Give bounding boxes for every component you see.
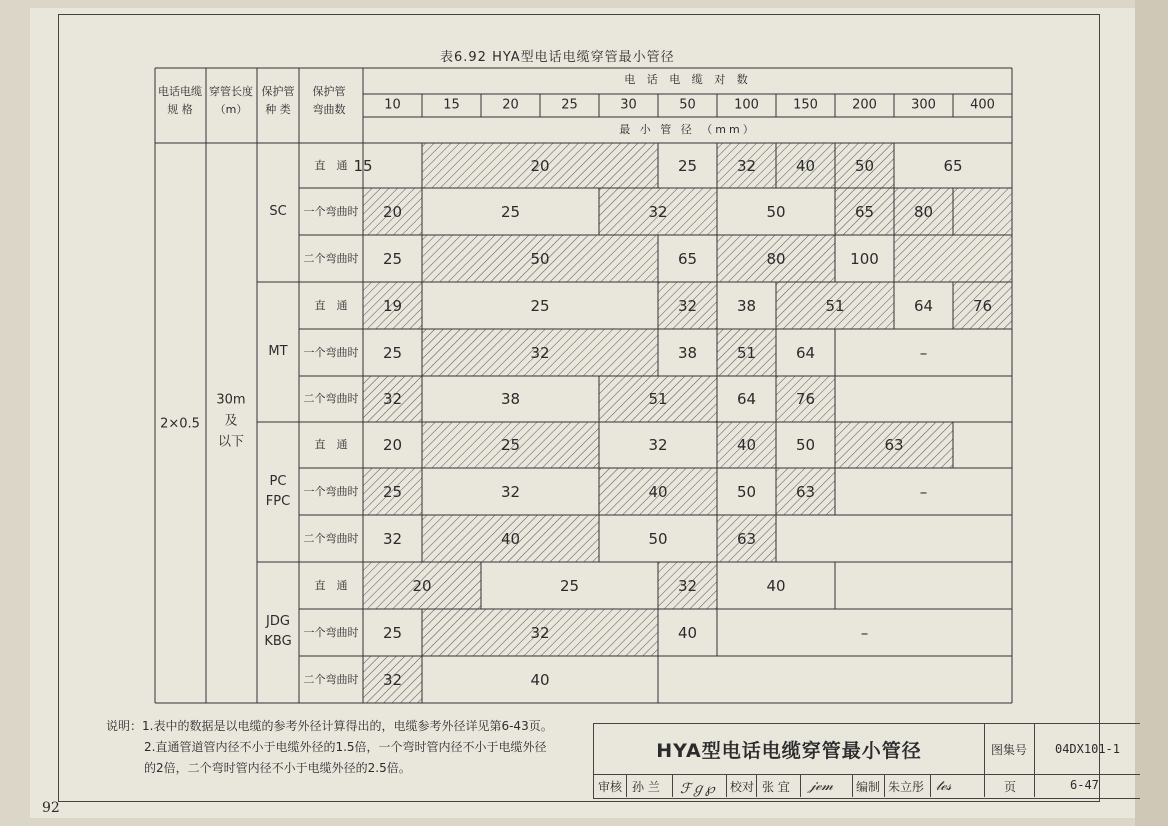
pair-count-150: 150 [793,97,818,113]
diameter-value: 40 [530,670,550,689]
hatched-cell [895,236,1012,282]
diameter-value: 40 [500,529,521,548]
diameter-value: 40 [677,623,698,642]
diameter-value: 63 [736,529,757,548]
bend-label: 直 通 [314,578,348,592]
bend-label: 二个弯曲时 [303,531,359,545]
drawer-signature: 𝓉ℯ𝓈 [936,778,952,794]
pipe-type-3: JDG KBG [264,614,292,649]
diameter-value: 25 [382,249,403,268]
diameter-value: 32 [648,202,668,221]
signature-row [594,775,1140,797]
diameter-value: 50 [854,156,875,175]
pipe-type-1: MT [268,344,288,359]
diameter-value: 65 [943,156,963,175]
diameter-value: 40 [795,156,816,175]
diameter-value: 50 [766,202,786,221]
bend-label: 直 通 [314,438,348,451]
diameter-value: 80 [913,202,934,221]
pair-count-300: 300 [911,97,936,113]
check-label: 校对 [730,780,755,794]
header-pipe-type: 保护管 种 类 [261,85,295,116]
bend-label: 一个弯曲时 [303,204,359,218]
header-pairs-label: 电 话 电 缆 对 数 [624,73,752,86]
diameter-value: 32 [530,623,550,642]
diameter-value: 19 [382,296,403,315]
diameter-value: 63 [795,482,816,501]
pair-count-400: 400 [970,97,995,113]
title-block [593,723,1140,799]
header-bends: 保护管 弯曲数 [312,85,346,116]
review-label: 审核 [598,780,623,794]
atlas-label: 图集号 [984,724,1035,775]
notes: 说明：1.表中的数据是以电缆的参考外径计算得出的，电缆参考外径详见第6-43页。 2.直通管道管内径不小于电缆外径的1.5倍，一个弯时管内径不小于电缆外径 的2倍，二个弯时管内径不小于电缆外径的2.5倍。 [106,719,553,775]
bend-label: 二个弯曲时 [303,392,359,405]
drawer-name: 朱立彤 [888,780,925,794]
checker-signature: 𝒿ℯ𝓂 [808,778,834,794]
diameter-value: 76 [795,390,816,408]
atlas-number: 04DX101-1 [1035,724,1140,775]
diameter-value: 25 [500,202,521,221]
pipe-type-0: SC [269,204,287,219]
empty-dash: – [860,623,869,642]
page-label: 页 [1004,780,1017,794]
diameter-value: 32 [736,156,757,175]
reviewer-name: 孙 兰 [632,780,660,794]
bend-label: 一个弯曲时 [303,345,359,359]
pair-count-30: 30 [620,97,637,113]
diameter-value: 51 [648,390,668,408]
bend-label: 二个弯曲时 [303,251,359,265]
pair-count-50: 50 [679,97,696,113]
diameter-value: 40 [736,436,757,454]
diameter-value: 25 [530,296,550,315]
pair-count-200: 200 [852,97,877,113]
diameter-value: 25 [382,482,403,501]
diameter-value: 15 [353,156,373,175]
diameter-value: 25 [382,343,403,362]
diameter-value: 20 [412,576,432,595]
pair-count-10: 10 [384,97,401,113]
pair-count-20: 20 [502,97,519,113]
bend-label: 一个弯曲时 [303,484,359,498]
diameter-value: 65 [677,249,698,268]
header-spec: 电话电缆 规 格 [158,85,202,116]
diameter-value: 76 [972,296,993,315]
pair-count-15: 15 [443,97,460,113]
diameter-value: 51 [736,343,757,362]
diameter-value: 50 [736,482,757,501]
pair-count-25: 25 [561,97,578,113]
diameter-value: 40 [648,482,668,501]
diameter-value: 20 [382,202,403,221]
pair-count-100: 100 [734,97,759,113]
diameter-value: 32 [530,343,550,362]
diameter-value: 50 [795,436,816,454]
drawing-title: HYA型电话电缆穿管最小管径 [594,724,985,775]
bend-label: 直 通 [314,158,348,172]
diameter-value: 32 [382,529,403,548]
pipe-type-2: PC FPC [265,474,291,509]
diameter-value: 32 [677,576,698,595]
diameter-value: 25 [559,576,580,595]
diameter-value: 51 [825,296,845,315]
diameter-value: 38 [736,296,757,315]
empty-dash: – [919,343,928,362]
empty-dash: – [919,482,928,501]
page-number: 92 [42,800,60,816]
diameter-value: 32 [648,436,668,454]
diameter-value: 50 [648,529,668,548]
diameter-value: 40 [766,576,786,595]
spec-value: 2×0.5 [160,416,200,432]
draw-label: 编制 [856,780,881,794]
bend-label: 直 通 [314,298,348,312]
diameter-value: 64 [795,343,816,362]
table-title: 表6.92 HYA型电话电缆穿管最小管径 [440,50,675,65]
checker-name: 张 宜 [762,780,790,794]
diameter-value: 32 [677,296,698,315]
length-value: 30m 及 以下 [216,392,246,450]
diameter-value: 25 [677,156,698,175]
diameter-value: 32 [382,670,403,689]
diameter-value: 32 [500,482,521,501]
reviewer-signature: ℱℊ℘ [680,781,715,797]
diameter-value: 63 [884,436,904,454]
diameter-value: 80 [766,249,786,268]
sheet-page: 6-47 [1070,778,1099,792]
diameter-value: 50 [530,249,550,268]
diameter-value: 20 [382,436,403,454]
diameter-value: 20 [530,156,550,175]
diameter-value: 25 [382,623,403,642]
diameter-value: 100 [850,249,879,268]
diameter-value: 64 [736,390,757,408]
diameter-value: 38 [500,390,521,408]
diameter-value: 65 [854,202,875,221]
diameter-value: 64 [913,296,934,315]
bend-label: 一个弯曲时 [303,625,359,639]
diameter-value: 38 [677,343,698,362]
diameter-value: 32 [382,390,403,408]
bend-label: 二个弯曲时 [303,672,359,686]
header-length: 穿管长度 （m） [209,85,253,116]
hatched-cell [954,189,1012,235]
header-min-diameter: 最 小 管 径 （mm） [619,123,757,136]
diameter-value: 25 [500,436,521,454]
